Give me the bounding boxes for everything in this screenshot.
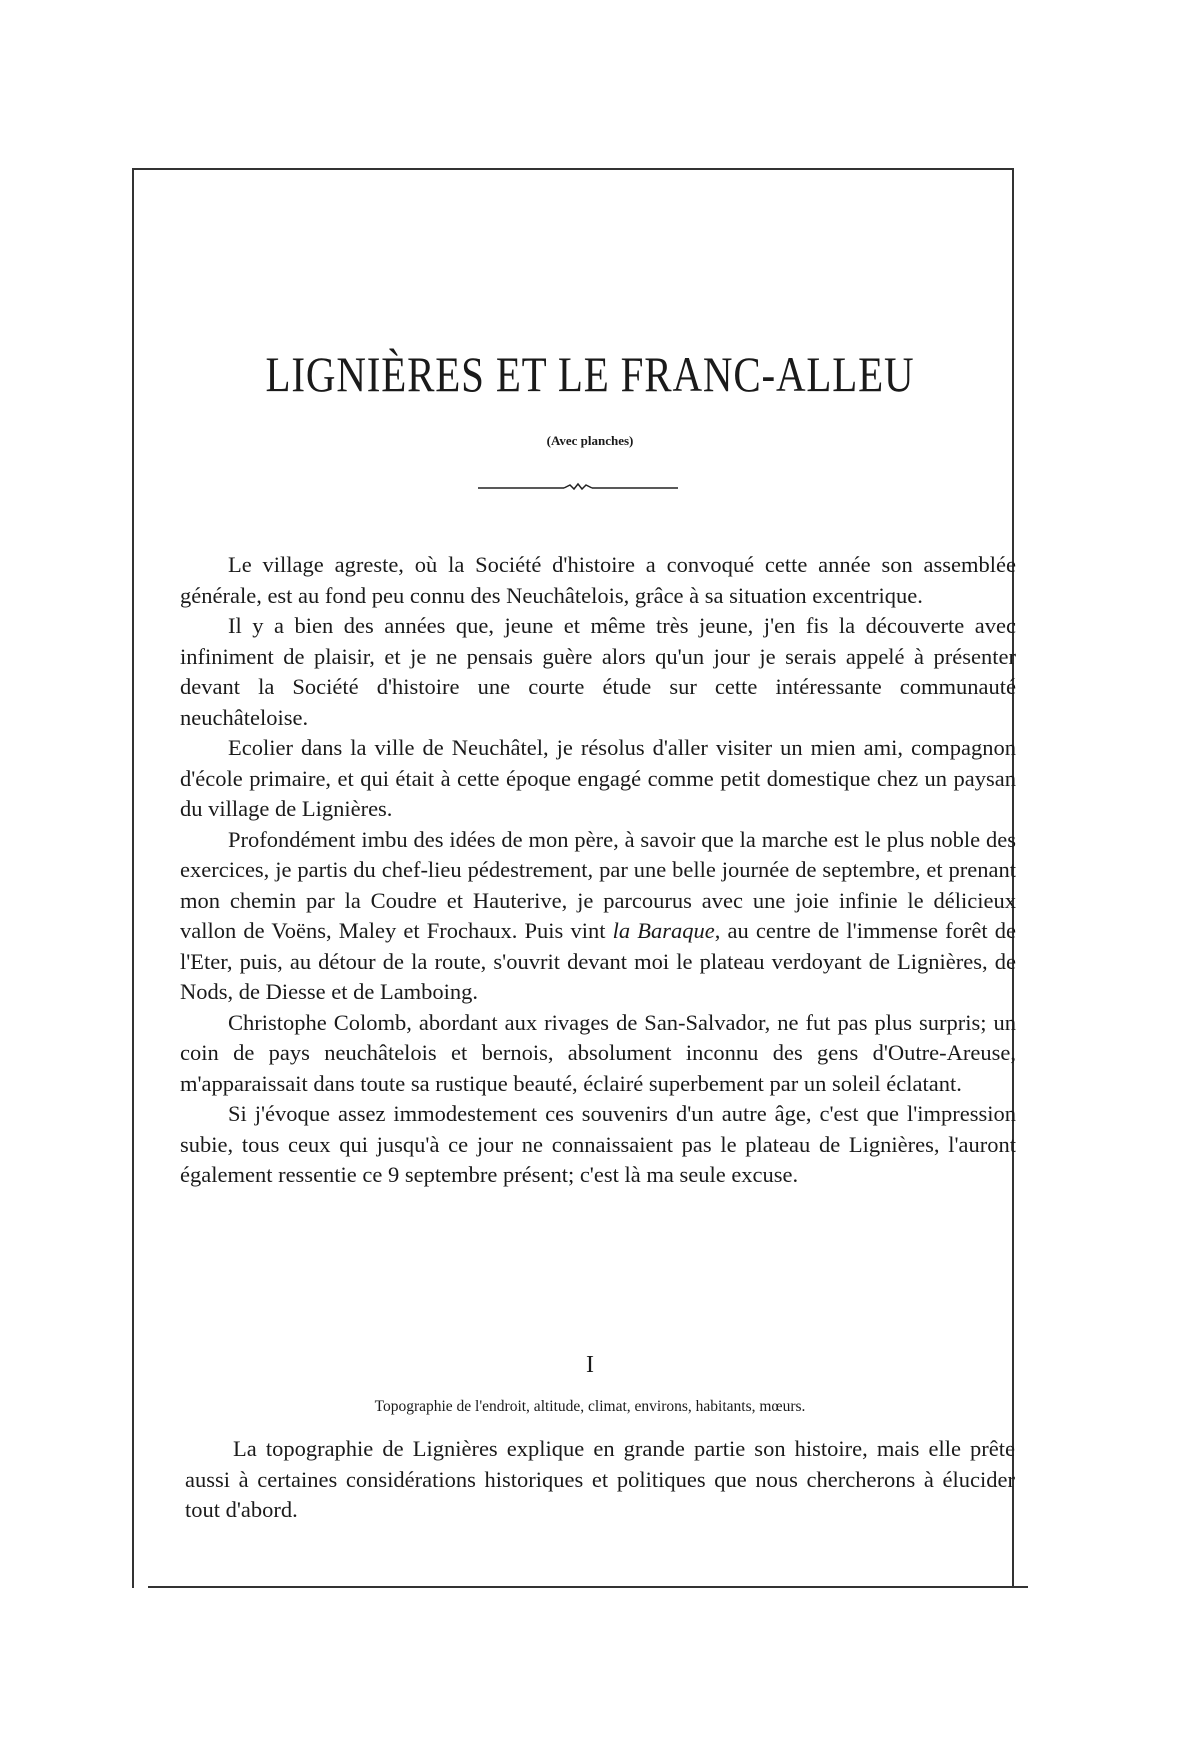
paragraph: Si j'évoque assez immodestement ces souvenirs d'un autre âge, c'est que l'impression subie, tous ceux qui jusqu'à ce jour ne connaissaient pas le plateau de Lignières, l'auront également ressentie ce 9 septembre présent; c'est là ma seule excuse. [180, 1101, 1016, 1187]
paragraph: Ecolier dans la ville de Neuchâtel, je résolus d'aller visiter un mien ami, compagnon d'école primaire, et qui était à cette époque engagé comme petit domestique chez un paysan du village de Lignières. [180, 735, 1016, 821]
frame-bottom-rule [148, 1586, 1028, 1588]
frame-top-rule [132, 168, 1012, 170]
paragraph-text: Profondément imbu des idées de mon père, à savoir que la marche est le plus noble des exercices, je partis du chef-lieu pédestrement, par une belle journée de septembre, et prenant mon chemin par la Coudre et Hauterive, je parcourus avec une joie infinie le délicieux vallon de Voëns, Maley et Frochaux. Puis vint [180, 826, 1016, 943]
section-subtitle: Topographie de l'endroit, altitude, climat, environs, habitants, mœurs. [374, 1398, 806, 1415]
page-title: LIGNIÈRES ET LE FRANC-ALLEU [265, 346, 915, 402]
ornament-divider-icon [478, 482, 678, 494]
paragraph [180, 825, 1016, 1008]
section-number: I [586, 1352, 594, 1378]
paragraph-text: , au centre de l'immense forêt de l'Eter, puis, au détour de la route, s'ouvrit devant moi le plateau verdoyant de Lignières, de Nods, de Diesse et de Lamboing. [180, 918, 1016, 1004]
place-name-italic: la Baraque [612, 918, 715, 943]
paragraph: Christophe Colomb, abordant aux rivages de San-Salvador, ne fut pas plus surpris; un coin de pays neuchâtelois et bernois, absolument inconnu des gens d'Outre-Areuse, m'apparaissait dans toute sa rustique beauté, éclairé superbement par un soleil éclatant. [180, 1009, 1016, 1096]
intro-text [180, 550, 1016, 1191]
paragraph: La topographie de Lignières explique en grande partie son histoire, mais elle prête aussi à certaines considérations historiques et politiques que nous chercherons à élucider tout d'abord. [185, 1436, 1015, 1522]
paragraph: Le village agreste, où la Société d'histoire a convoqué cette année son assemblée générale, est au fond peu connu des Neuchâtelois, grâce à sa situation excentrique. [180, 552, 1016, 608]
paragraph: Il y a bien des années que, jeune et même très jeune, j'en fis la découverte avec infiniment de plaisir, et je ne pensais guère alors qu'un jour je serais appelé à présenter devant la Société d'histoire une courte étude sur cette intéressante communauté neuchâteloise. [180, 613, 1016, 730]
page-subtitle: (Avec planches) [546, 433, 634, 448]
frame-left-rule [132, 168, 134, 1588]
section-text [185, 1434, 1015, 1526]
